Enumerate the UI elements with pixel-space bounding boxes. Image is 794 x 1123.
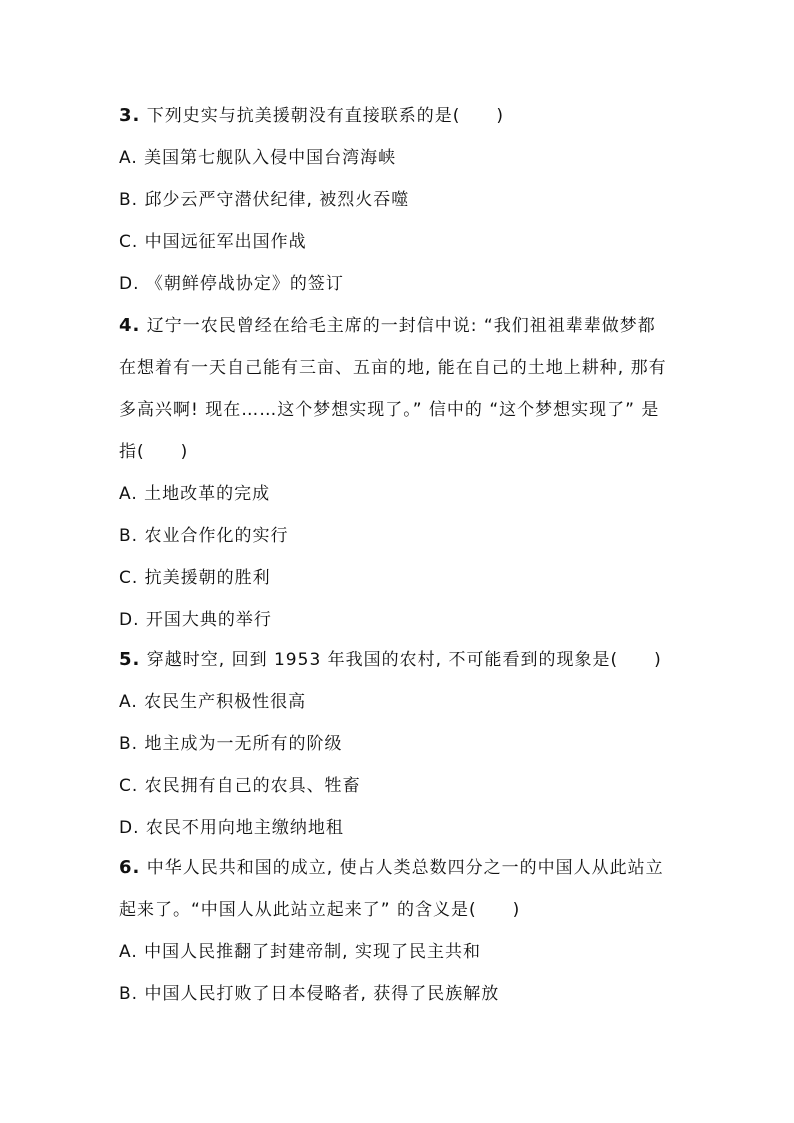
question-text: 辽宁一农民曾经在给毛主席的一封信中说: “我们祖祖辈辈做梦都	[146, 316, 656, 336]
question-6-stem-line-1	[119, 856, 664, 880]
option-a: A. 土地改革的完成	[119, 484, 271, 504]
option-b: B. 中国人民打败了日本侵略者, 获得了民族解放	[119, 984, 500, 1004]
question-4-stem-line-2: 在想着有一天自己能有三亩、五亩的地, 能在自己的土地上耕种, 那有	[119, 358, 667, 378]
question-6-stem-line-2: 起来了。“中国人从此站立起来了” 的含义是( )	[119, 900, 521, 920]
option-a: A. 中国人民推翻了封建帝制, 实现了民主共和	[119, 942, 481, 962]
question-text: 中华人民共和国的成立, 使占人类总数四分之一的中国人从此站立	[146, 858, 664, 878]
question-number: 4.	[119, 315, 141, 336]
question-text: 穿越时空, 回到 1953 年我国的农村, 不可能看到的现象是( )	[146, 650, 662, 670]
option-a: A. 美国第七舰队入侵中国台湾海峡	[119, 148, 397, 168]
option-d: D. 开国大典的举行	[119, 610, 272, 630]
question-4-stem-line-3: 多高兴啊! 现在……这个梦想实现了。” 信中的 “这个梦想实现了” 是	[119, 400, 660, 420]
option-c: C. 农民拥有自己的农具、牲畜	[119, 776, 361, 796]
question-4-stem-line-1	[119, 314, 656, 338]
question-text: 下列史实与抗美援朝没有直接联系的是( )	[146, 106, 505, 126]
option-b: B. 邱少云严守潜伏纪律, 被烈火吞噬	[119, 190, 410, 210]
question-number: 6.	[119, 857, 141, 878]
question-number: 3.	[119, 105, 141, 126]
option-a: A. 农民生产积极性很高	[119, 692, 307, 712]
question-3-stem	[119, 104, 504, 128]
question-number: 5.	[119, 649, 141, 670]
option-b: B. 农业合作化的实行	[119, 526, 289, 546]
option-b: B. 地主成为一无所有的阶级	[119, 734, 343, 754]
option-d: D. 农民不用向地主缴纳地租	[119, 818, 344, 838]
question-4-stem-line-4: 指( )	[119, 442, 189, 462]
option-c: C. 中国远征军出国作战	[119, 232, 307, 252]
question-5-stem	[119, 648, 662, 672]
option-c: C. 抗美援朝的胜利	[119, 568, 271, 588]
option-d: D. 《朝鲜停战协定》的签订	[119, 274, 344, 294]
